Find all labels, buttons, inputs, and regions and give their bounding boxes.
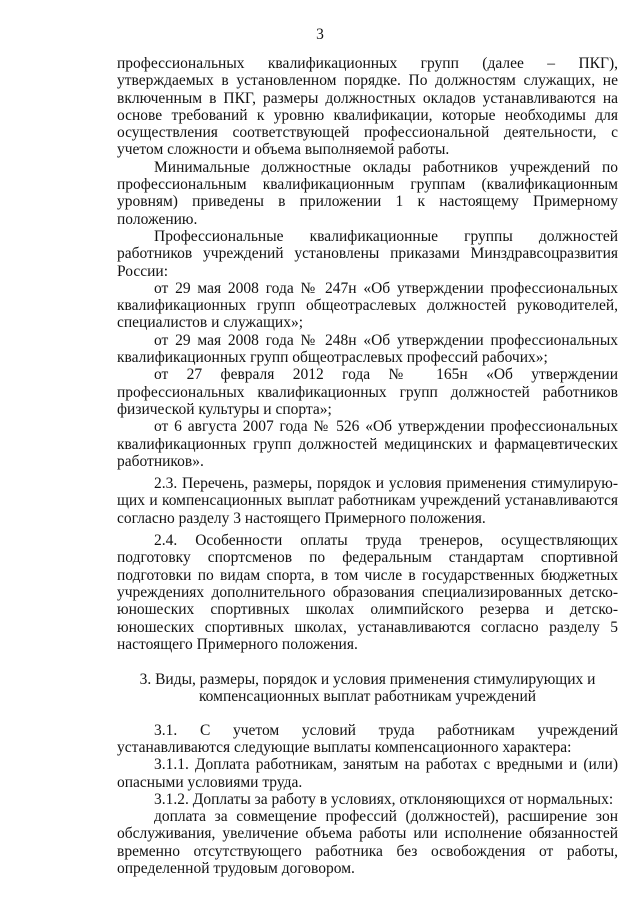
- section-heading-line-1: 3. Виды, размеры, порядок и условия применения стимулирующих и: [139, 671, 596, 689]
- paragraph-3-1: 3.1. С учетом условий труда работникам учреждений устанавливаются следующие выплаты компенсационного характера:: [117, 721, 618, 756]
- paragraph-2-3: 2.3. Перечень, размеры, порядок и условия применения стимулирующих и компенсационных выплат работникам учреждений устанавливаются согласно разделу 3 настоящего Примерного положения.: [117, 475, 618, 527]
- paragraph-combination-allowance: доплата за совмещение профессий (должностей), расширение зон обслуживания, увеличение объема работы или исполнение обязанностей временно отсутствующего работника без освобождения от работы, определенной трудовым договором.: [117, 808, 618, 878]
- paragraph-order-248n: от 29 мая 2008 года № 248н «Об утверждении профессиональных квалификационных групп общеотраслевых профессий рабочих»;: [117, 331, 618, 367]
- paragraph-minimum-salaries: Минимальные должностные оклады работников учреждений по профессиональным квалификационным группам (квалификационным уровням) приведены в приложении 1 к настоящему Примерному положению.: [117, 158, 618, 228]
- paragraph-2-4: 2.4. Особенности оплаты труда тренеров, осуществляющих подготовку спортсменов по федеральным стандартам спортивной подготовки по видам спорта, в том числе в государственных бюджетных учреждениях дополнительного образования специализированных детско-юношеских спортивных школах олимпийского резерва и детско-юношеских спортивных школах, устанавливаются согласно разделу 5 настоящего Примерного положения.: [117, 532, 618, 653]
- paragraph-pkg-continuation: профессиональных квалификационных групп (далее – ПКГ), утверждаемых в установленном порядке. По должностям служащих, не включенным в ПКГ, размеры должностных окладов устанавливаются на основе требований к уровню квалификации, которые необходимы для осуществления соответствующей профессиональной деятельности, с учетом сложности и объема выполняемой работы.: [117, 55, 618, 159]
- section-heading-line-2: компенсационных выплат работникам учреждений: [198, 688, 537, 706]
- page-number: 3: [316, 26, 324, 43]
- document-body: [117, 55, 618, 877]
- paragraph-pkg-orders-intro: Профессиональные квалификационные группы должностей работников учреждений установлены приказами Минздравсоцразвития России:: [117, 227, 618, 280]
- paragraph-3-1-2: 3.1.2. Доплаты за работу в условиях, отклоняющихся от нормальных:: [154, 790, 614, 808]
- paragraph-order-247n: от 29 мая 2008 года № 247н «Об утверждении профессиональных квалификационных групп общеотраслевых должностей руководителей, специалистов и служащих»;: [117, 279, 618, 332]
- section-heading: [117, 671, 618, 706]
- paragraph-order-526: от 6 августа 2007 года № 526 «Об утверждении профессиональных квалификационных групп должностей медицинских и фармацевтических работников».: [117, 418, 618, 470]
- paragraph-order-165n: от 27 февраля 2012 года № 165н «Об утверждении профессиональных квалификационных групп должностей работников физической культуры и спорта»;: [117, 366, 618, 418]
- paragraph-3-1-1: 3.1.1. Доплата работникам, занятым на работах с вредными и (или) опасными условиями труда.: [117, 756, 618, 791]
